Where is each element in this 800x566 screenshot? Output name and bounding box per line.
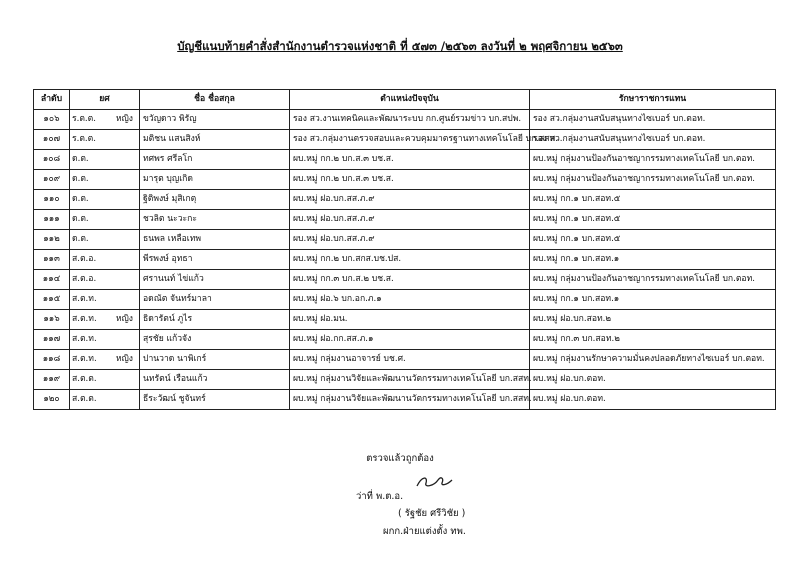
row-no: ๑๑๖ (34, 310, 70, 330)
row-rank: ส.ต.อ. (72, 254, 97, 264)
row-acting: รอง สว.กลุ่มงานสนับสนุนทางไซเบอร์ บก.ตอท. (530, 130, 776, 150)
document-title (0, 38, 800, 56)
row-acting: ผบ.หมู่ กก.๓ บก.สอท.๒ (530, 330, 776, 350)
row-position: รอง สว.กลุ่มงานตรวจสอบและควบคุมมาตรฐานทางเทคโนโลยี บก.สสท. (290, 130, 530, 150)
signature-image (414, 474, 454, 494)
row-name: มติชน แสนสิงห์ (140, 130, 290, 150)
row-acting: ผบ.หมู่ กลุ่มงานป้องกันอาชญากรรมทางเทคโนโลยี บก.ตอท. (530, 150, 776, 170)
row-position: ผบ.หมู่ กลุ่มงานวิจัยและพัฒนานวัตกรรมทางเทคโนโลยี บก.สสท. (290, 370, 530, 390)
row-rank: ด.ต. (72, 194, 89, 204)
row-name: ศรานนท์ ไข่แก้ว (140, 270, 290, 290)
row-rank: ด.ต. (72, 154, 89, 164)
row-no: ๑๑๙ (34, 370, 70, 390)
row-name: พีรพงษ์ อุทธา (140, 250, 290, 270)
row-rank-cell (70, 130, 140, 150)
row-no: ๑๐๗ (34, 130, 70, 150)
header-name: ชื่อ ชื่อสกุล (140, 90, 290, 110)
table-row (34, 350, 776, 370)
signer-name: ( รัฐชัย ศรีวิชัย ) (398, 508, 466, 519)
header-rank: ยศ (70, 90, 140, 110)
row-no: ๑๒๐ (34, 390, 70, 410)
row-no: ๑๑๑ (34, 210, 70, 230)
row-name: นทรัตน์ เรือนแก้ว (140, 370, 290, 390)
row-rank-cell (70, 170, 140, 190)
row-rank: ส.ต.ต. (72, 374, 97, 384)
header-no: ลำดับ (34, 90, 70, 110)
row-acting: ผบ.หมู่ กก.๑ บก.สอท.๕ (530, 210, 776, 230)
row-name: มารุต บุญเกิด (140, 170, 290, 190)
row-name: ขวัญดาว พิรัญ (140, 110, 290, 130)
row-name: ทศพร ศรีลโก (140, 150, 290, 170)
row-position: ผบ.หมู่ กก.๓ บก.ส.๒ บช.ส. (290, 270, 530, 290)
row-acting: ผบ.หมู่ กลุ่มงานป้องกันอาชญากรรมทางเทคโนโลยี บก.ตอท. (530, 270, 776, 290)
row-rank-cell (70, 310, 140, 330)
header-position: ตำแหน่งปัจจุบัน (290, 90, 530, 110)
row-no: ๑๐๙ (34, 170, 70, 190)
row-rank: ร.ต.ต. (72, 134, 96, 144)
roster-table (33, 89, 776, 410)
row-name: ปานวาด นาพิเกร์ (140, 350, 290, 370)
row-name: ธิดารัตน์ ภูไร (140, 310, 290, 330)
row-no: ๑๑๐ (34, 190, 70, 210)
row-rank: ส.ต.ท. (72, 334, 97, 344)
row-rank-cell (70, 350, 140, 370)
row-rank-cell (70, 210, 140, 230)
row-rank: ส.ต.ท. (72, 354, 97, 364)
row-position: ผบ.หมู่ กก.๒ บก.ส.๓ บช.ส. (290, 170, 530, 190)
row-rank: ด.ต. (72, 234, 89, 244)
table-header-row (34, 90, 776, 110)
table-row (34, 190, 776, 210)
row-name: ธีระวัฒน์ ชูจันทร์ (140, 390, 290, 410)
row-no: ๑๑๘ (34, 350, 70, 370)
row-sex: หญิง (115, 354, 133, 364)
table-row (34, 330, 776, 350)
row-name: อดณัต จันทร์มาลา (140, 290, 290, 310)
row-no: ๑๐๘ (34, 150, 70, 170)
table-row (34, 250, 776, 270)
row-position: ผบ.หมู่ กก.๒ บก.สกส.บช.ปส. (290, 250, 530, 270)
row-rank: ด.ต. (72, 214, 89, 224)
row-rank: ส.ต.อ. (72, 274, 97, 284)
row-rank: ส.ต.ท. (72, 314, 97, 324)
row-rank-cell (70, 390, 140, 410)
table-row (34, 310, 776, 330)
row-rank-cell (70, 370, 140, 390)
row-position: ผบ.หมู่ ฝอ.กก.สส.ภ.๑ (290, 330, 530, 350)
table-row (34, 130, 776, 150)
row-acting: ผบ.หมู่ กก.๑ บก.สอท.๑ (530, 290, 776, 310)
row-name: สุรชัย แก้วจัง (140, 330, 290, 350)
document-title-text: บัญชีแนบท้ายคำสั่งสำนักงานตำรวจแห่งชาติ ที่ ๕๗๓ /๒๕๖๓ ลงวันที่ ๒ พฤศจิกายน ๒๕๖๓ (177, 39, 623, 53)
row-acting: ผบ.หมู่ ฝอ.บก.ตอท. (530, 370, 776, 390)
row-rank-cell (70, 230, 140, 250)
header-acting: รักษาราชการแทน (530, 90, 776, 110)
row-acting: ผบ.หมู่ ฝอ.บก.สอท.๒ (530, 310, 776, 330)
row-position: ผบ.หมู่ ฝอ.มน. (290, 310, 530, 330)
row-rank: ด.ต. (72, 174, 89, 184)
row-acting: ผบ.หมู่ ฝอ.บก.ตอท. (530, 390, 776, 410)
row-position: ผบ.หมู่ ฝอ.บก.สส.ภ.๙ (290, 190, 530, 210)
row-position: ผบ.หมู่ ฝอ.๖ บก.อก.ภ.๑ (290, 290, 530, 310)
row-sex: หญิง (115, 114, 133, 124)
row-acting: ผบ.หมู่ กก.๑ บก.สอท.๕ (530, 230, 776, 250)
table-row (34, 110, 776, 130)
row-rank: ส.ต.ต. (72, 394, 97, 404)
row-position: ผบ.หมู่ ฝอ.บก.สส.ภ.๙ (290, 210, 530, 230)
row-name: ฐิติพงษ์ มุสิเกตุ (140, 190, 290, 210)
row-position: ผบ.หมู่ ฝอ.บก.สส.ภ.๙ (290, 230, 530, 250)
row-rank: ร.ต.ต. (72, 114, 96, 124)
row-rank-cell (70, 270, 140, 290)
row-rank: ส.ต.ท. (72, 294, 97, 304)
row-no: ๑๑๔ (34, 270, 70, 290)
row-no: ๑๑๓ (34, 250, 70, 270)
table-row (34, 210, 776, 230)
table-body (34, 110, 776, 410)
row-rank-cell (70, 190, 140, 210)
row-no: ๑๑๗ (34, 330, 70, 350)
row-acting: ผบ.หมู่ กก.๑ บก.สอท.๑ (530, 250, 776, 270)
table-row (34, 230, 776, 250)
table-row (34, 290, 776, 310)
row-acting: ผบ.หมู่ กลุ่มงานป้องกันอาชญากรรมทางเทคโนโลยี บก.ตอท. (530, 170, 776, 190)
table-row (34, 150, 776, 170)
row-no: ๑๐๖ (34, 110, 70, 130)
row-position: ผบ.หมู่ กลุ่มงานอาจารย์ บช.ศ. (290, 350, 530, 370)
row-no: ๑๑๕ (34, 290, 70, 310)
row-no: ๑๑๒ (34, 230, 70, 250)
signer-rank: ว่าที่ พ.ต.อ. (356, 491, 404, 502)
row-name: ธนพล เหลือเทพ (140, 230, 290, 250)
row-rank-cell (70, 290, 140, 310)
row-position: ผบ.หมู่ กก.๒ บก.ส.๓ บช.ส. (290, 150, 530, 170)
table-row (34, 390, 776, 410)
row-acting: รอง สว.กลุ่มงานสนับสนุนทางไซเบอร์ บก.ตอท. (530, 110, 776, 130)
row-position: ผบ.หมู่ กลุ่มงานวิจัยและพัฒนานวัตกรรมทางเทคโนโลยี บก.สสท. (290, 390, 530, 410)
verified-note: ตรวจแล้วถูกต้อง (366, 453, 434, 464)
row-acting: ผบ.หมู่ กก.๑ บก.สอท.๕ (530, 190, 776, 210)
table-row (34, 270, 776, 290)
row-rank-cell (70, 150, 140, 170)
row-rank-cell (70, 110, 140, 130)
row-sex: หญิง (115, 314, 133, 324)
row-rank-cell (70, 250, 140, 270)
row-rank-cell (70, 330, 140, 350)
row-name: ชวลิต นะวะกะ (140, 210, 290, 230)
signer-position: ผกก.ฝ่ายแต่งตั้ง ทพ. (383, 526, 466, 537)
table-row (34, 370, 776, 390)
row-acting: ผบ.หมู่ กลุ่มงานรักษาความมั่นคงปลอดภัยทางไซเบอร์ บก.ตอท. (530, 350, 776, 370)
table-row (34, 170, 776, 190)
row-position: รอง สว.งานเทคนิคและพัฒนาระบบ กก.ศูนย์รวมข่าว บก.สปพ. (290, 110, 530, 130)
